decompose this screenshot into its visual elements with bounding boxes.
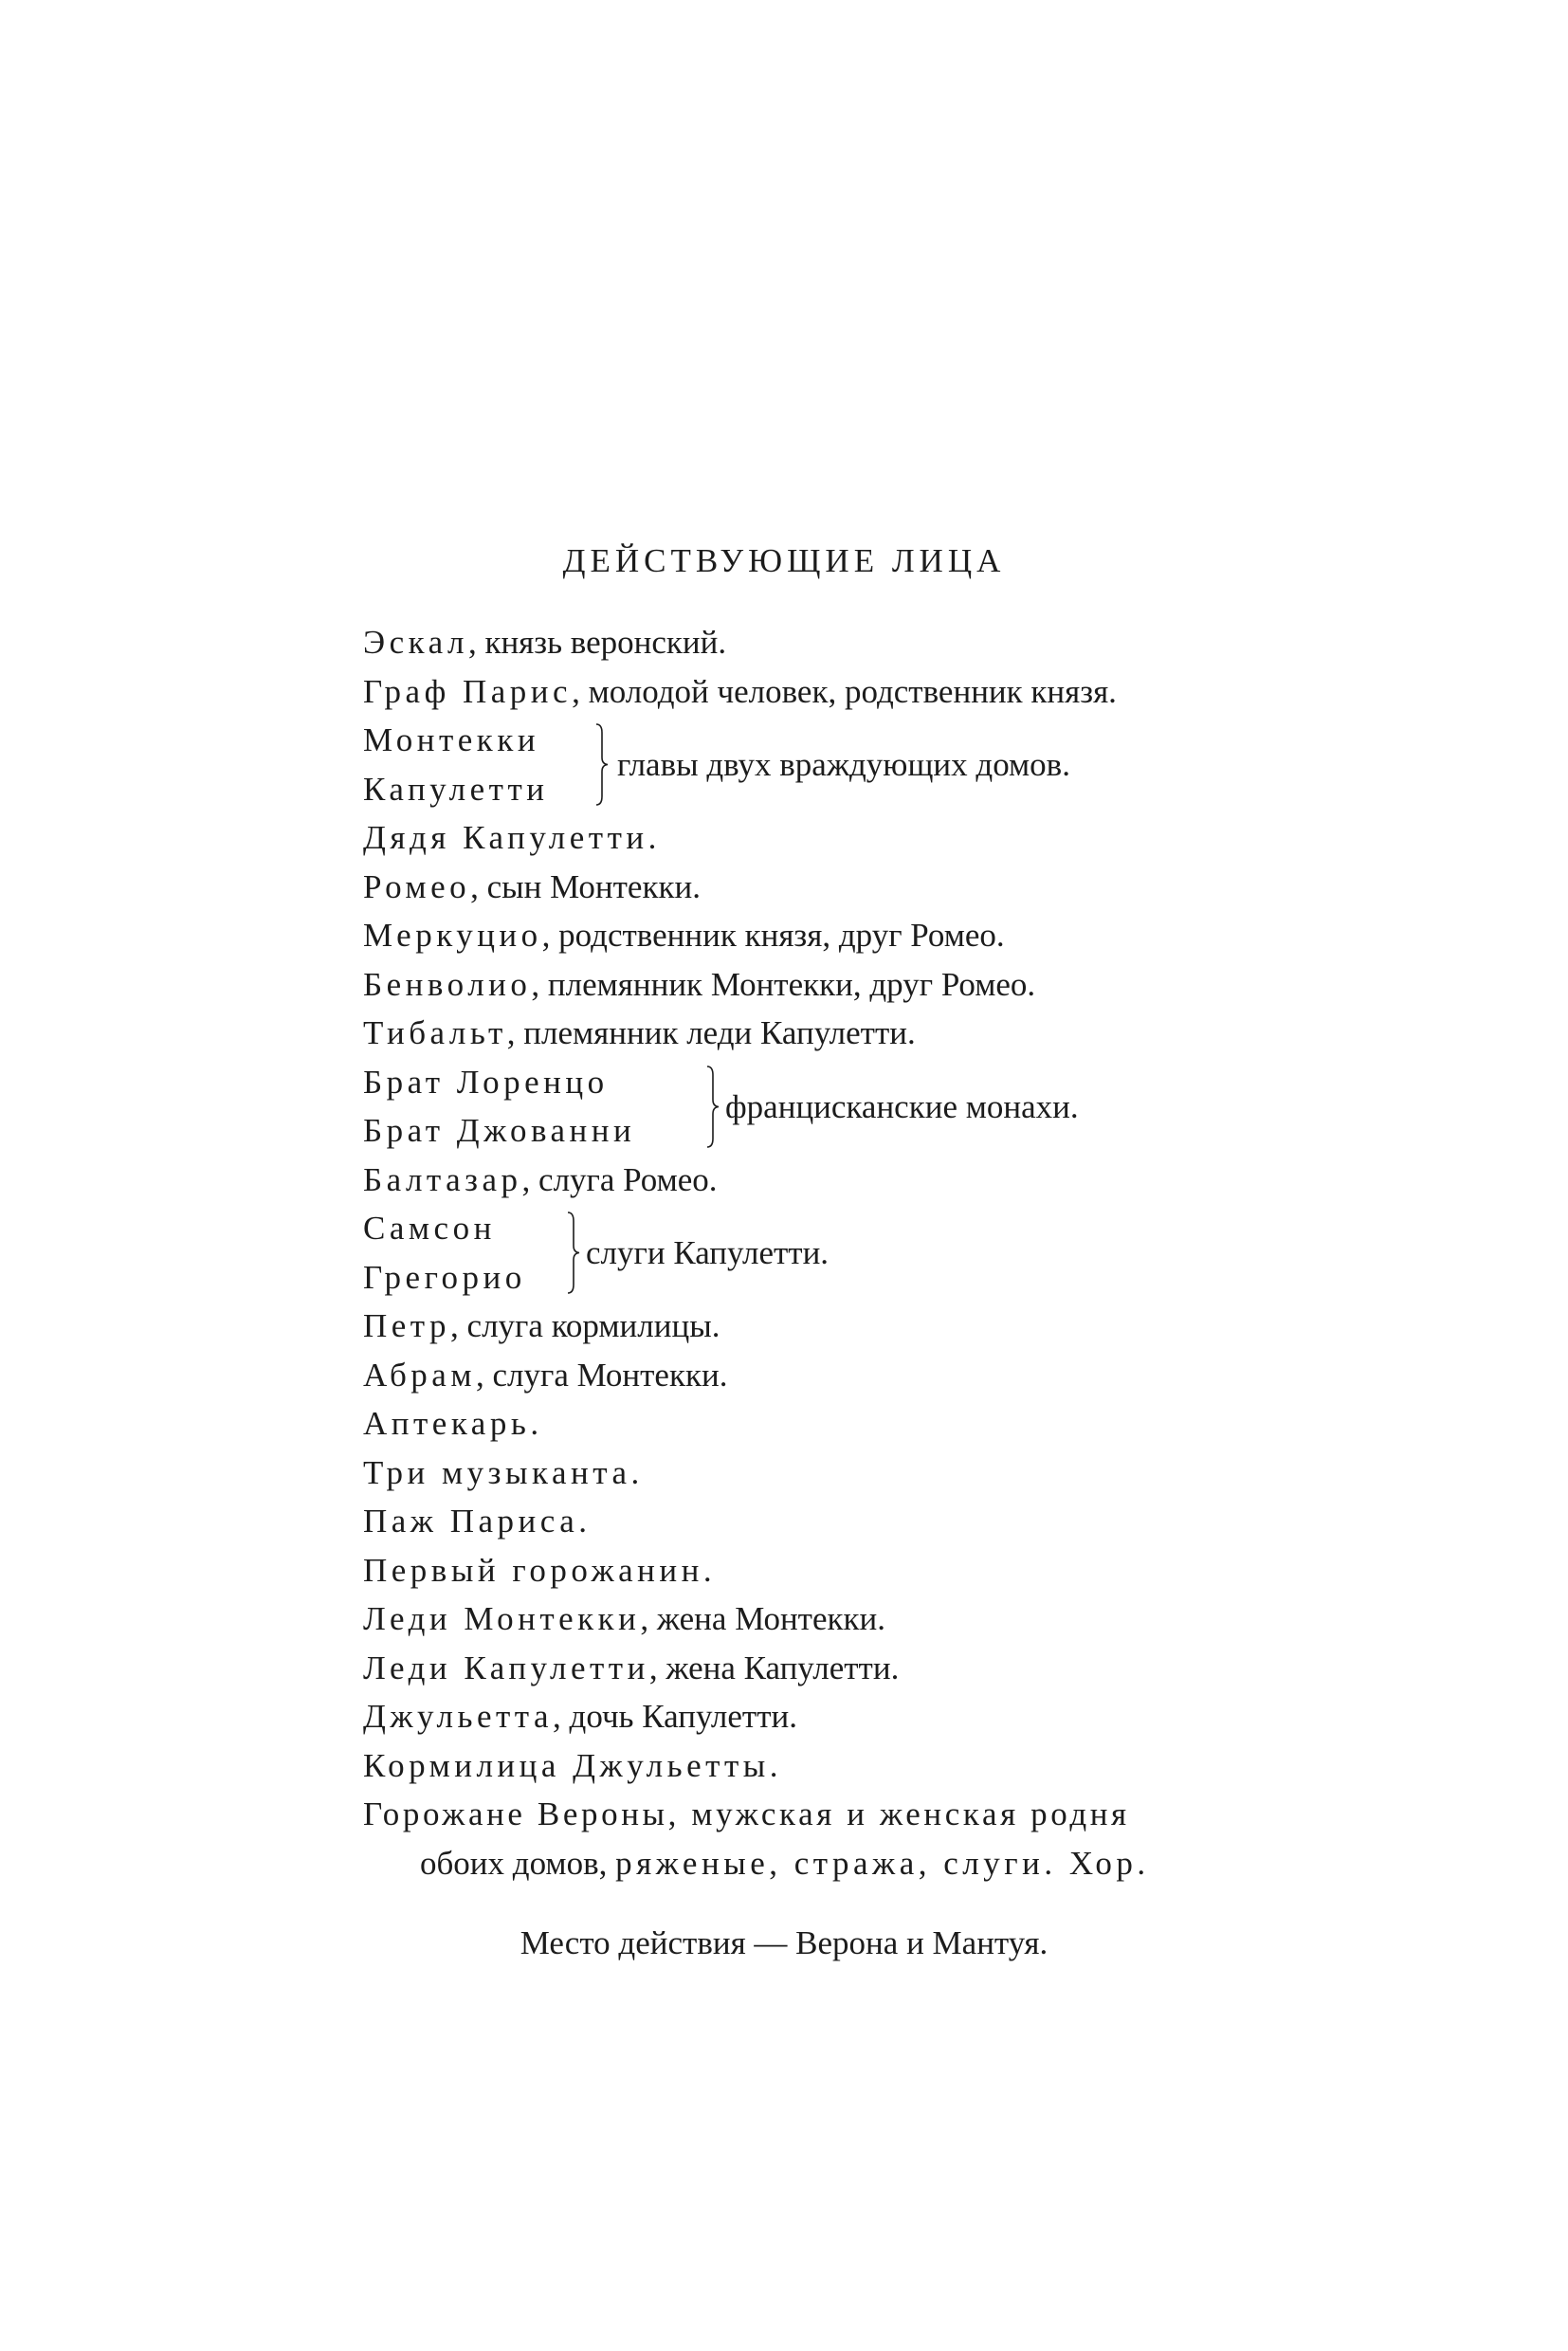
character-name: Леди Капулетти <box>363 1649 649 1686</box>
character-description: . <box>647 819 657 856</box>
cast-entry-lady-capulet <box>363 1644 1311 1693</box>
character-name: Брат Джованни <box>363 1112 636 1149</box>
character-name: Три музыканта <box>363 1453 631 1491</box>
cast-entry-citizens <box>363 1790 1311 1839</box>
character-description: , слуга кормилицы. <box>450 1307 720 1344</box>
character-name: Балтазар <box>363 1160 522 1198</box>
character-description: , князь веронский. <box>467 624 727 661</box>
cast-group-friars <box>363 1058 1311 1156</box>
cast-group-capulet-servants <box>363 1204 1311 1302</box>
curly-brace-icon <box>595 723 609 806</box>
cast-entry-escalus <box>363 618 1311 667</box>
character-description: , родственник князя, друг Ромео. <box>541 917 1005 954</box>
character-name: Тибальт <box>363 1014 507 1051</box>
character-name: Леди Монтекки <box>363 1600 641 1637</box>
cast-entry-lady-montague <box>363 1595 1311 1644</box>
group-description: главы двух враждующих домов. <box>617 746 1070 783</box>
character-name: Абрам <box>363 1356 476 1394</box>
character-description: , слуга Монтекки. <box>476 1356 728 1394</box>
character-description: . <box>578 1503 588 1540</box>
cast-entry-romeo <box>363 863 1311 912</box>
group-description: слуги Капулетти. <box>586 1234 830 1271</box>
cast-entry-juliet <box>363 1692 1311 1741</box>
character-name: Меркуцио <box>363 917 542 954</box>
character-name: Капулетти <box>363 770 549 808</box>
character-description: . <box>702 1551 712 1589</box>
cast-entry-page <box>363 1497 1311 1546</box>
curly-brace-icon <box>706 1066 720 1148</box>
setting-line: Место действия — Верона и Мантуя. <box>520 1924 1048 1961</box>
cast-entry-abram <box>363 1351 1311 1400</box>
character-name: Бенволио <box>363 965 532 1003</box>
character-name: Граф Парис <box>363 672 573 710</box>
character-name: Джульетта <box>363 1698 554 1735</box>
cast-entry-balthasar <box>363 1156 1311 1205</box>
character-description: . <box>630 1453 640 1491</box>
cast-entry-tybalt <box>363 1009 1311 1058</box>
character-name: Паж Париса <box>363 1503 579 1540</box>
character-name: Самсон <box>363 1210 496 1247</box>
cast-entry-nurse <box>363 1741 1311 1791</box>
character-name: Грегорио <box>363 1258 526 1296</box>
cast-entry-apothecary <box>363 1399 1311 1449</box>
cast-entry-citizens-continued: обоих домов, ряженые, стража, слуги. Хор. <box>420 1844 1146 1882</box>
cast-entry-uncle-capulet <box>363 813 1311 863</box>
cast-list <box>363 618 1311 1887</box>
page-heading: ДЕЙСТВУЮЩИЕ ЛИЦА <box>562 542 1006 579</box>
cast-entry-musicians <box>363 1449 1311 1498</box>
character-name: Кормилица Джульетты <box>363 1746 770 1784</box>
character-description: , сын Монтекки. <box>470 867 701 905</box>
character-name: Аптекарь <box>363 1405 531 1442</box>
cast-group-heads-of-houses <box>363 716 1311 813</box>
cast-entry-paris <box>363 667 1311 717</box>
character-description: . <box>530 1405 539 1442</box>
cast-entry-peter <box>363 1302 1311 1351</box>
cast-entry-benvolio <box>363 960 1311 1010</box>
character-description: , слуга Ромео. <box>521 1160 718 1198</box>
character-name: Брат Лоренцо <box>363 1063 609 1101</box>
character-description: . <box>769 1746 778 1784</box>
character-name: Горожане Вероны, мужская и женская родня <box>363 1795 1130 1832</box>
character-description: , племянник леди Капулетти. <box>506 1014 916 1051</box>
character-description: , молодой человек, родственник князя. <box>572 672 1117 710</box>
character-name: Монтекки <box>363 721 540 758</box>
curly-brace-icon <box>567 1212 580 1294</box>
cast-entry-first-citizen <box>363 1546 1311 1595</box>
character-description: , жена Капулетти. <box>648 1649 900 1686</box>
character-description: , племянник Монтекки, друг Ромео. <box>531 965 1036 1003</box>
character-name: Дядя Капулетти <box>363 819 648 856</box>
character-name: Первый горожанин <box>363 1551 703 1589</box>
character-description: , дочь Капулетти. <box>553 1698 797 1735</box>
character-name: Ромео <box>363 867 471 905</box>
character-name: Петр <box>363 1307 451 1344</box>
character-name: Эскал <box>363 624 468 661</box>
group-description: францисканские монахи. <box>725 1087 1079 1125</box>
character-description: , жена Монтекки. <box>640 1600 885 1637</box>
cast-entry-mercutio <box>363 911 1311 960</box>
